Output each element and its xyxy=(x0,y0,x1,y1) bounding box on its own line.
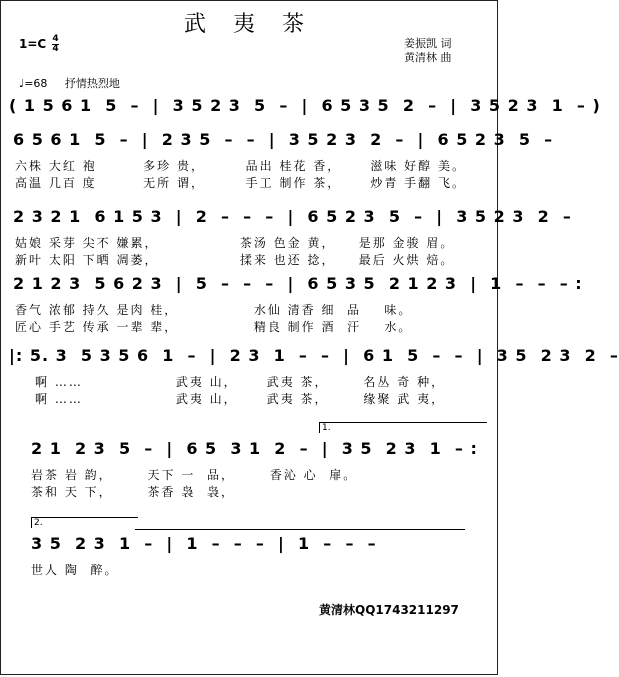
staff-system xyxy=(1,423,499,516)
staff-system xyxy=(1,127,554,207)
composer: 黄清林 曲 xyxy=(404,51,452,64)
volta-bracket-1: 1. xyxy=(319,422,487,433)
notes-line: |: 5. 3 5 3 5 6 1 – | 2 3 1 – – | 6 1 5 – – | 3 5 2 3 2 – xyxy=(9,346,619,365)
credits xyxy=(404,37,452,65)
lyrics-verse-2: 新叶 太阳 下晒 凋萎， 揉来 也还 捻， 最后 火烘 焙。 xyxy=(15,253,455,267)
tempo-marking xyxy=(19,75,120,91)
lyrics-verse-2: 高温 几百 度 无所 谓， 手工 制作 茶， 炒青 手翻 飞。 xyxy=(15,176,466,190)
notes-line: 6 5 6 1 5 – | 2 3 5 – – | 3 5 2 3 2 – | 6 5 2 3 5 – xyxy=(13,130,554,149)
tie-line xyxy=(135,529,465,530)
song-title: 武 夷 茶 xyxy=(184,12,314,37)
lyrics-verse-1: 香气 浓郁 持久 是肉 桂， 水仙 清香 细 品 味。 xyxy=(15,303,413,317)
key-signature: 1=C xyxy=(19,37,47,51)
arranger-signature: 黄清林QQ1743211297 xyxy=(319,603,459,617)
notes-line: 2 1 2 3 5 6 2 3 | 5 – – – | 6 5 3 5 2 1 2 3 | 1 – – – : xyxy=(13,274,583,293)
lyricist: 姜振凯 词 xyxy=(404,37,452,50)
notes-line: 2 1 2 3 5 – | 6 5 3 1 2 – | 3 5 2 3 1 – : xyxy=(31,439,478,458)
staff-system xyxy=(1,518,499,611)
meter-top: 4 xyxy=(52,34,59,44)
lyrics-verse-1: 姑娘 采芽 尖不 嫌累， 茶汤 色金 黄， 是那 金骏 眉。 xyxy=(15,236,455,250)
notes-line: 2 3 2 1 6 1 5 3 | 2 – – – | 6 5 2 3 5 – | 3 5 2 3 2 – xyxy=(13,207,572,226)
time-signature xyxy=(52,35,59,54)
lyrics-verse-2: 啊 …… 武夷 山， 武夷 茶， 缘聚 武 夷， xyxy=(35,392,446,406)
meter-bottom: 4 xyxy=(52,44,59,54)
staff-system xyxy=(1,271,583,351)
tempo-value: ♩=68 xyxy=(19,77,48,90)
lyrics-verse-2: 匠心 手艺 传承 一辈 辈， 精良 制作 酒 汗 水。 xyxy=(15,320,413,334)
lyrics-verse-1: 六株 大红 袍 多珍 贵， 品出 桂花 香， 滋味 好醇 美。 xyxy=(15,159,466,173)
expression-mark: 抒情热烈地 xyxy=(64,77,120,90)
staff-system xyxy=(1,343,619,423)
notes-line: ( 1 5 6 1 5 – | 3 5 2 3 5 – | 6 5 3 5 2 – | 3 5 2 3 1 – ) xyxy=(9,96,601,115)
lyrics-verse-2: 茶和 天 下， 茶香 袅 袅， xyxy=(31,485,235,499)
volta-bracket-2: 2. xyxy=(31,517,138,528)
lyrics-verse-1: 世人 陶 醉。 xyxy=(31,563,119,577)
lyrics-verse-1: 啊 …… 武夷 山， 武夷 茶， 名丛 奇 种， xyxy=(35,375,446,389)
lyrics-verse-1: 岩茶 岩 韵， 天下 一 品， 香沁 心 扉。 xyxy=(31,468,358,482)
notes-line: 3 5 2 3 1 – | 1 – – – | 1 – – – xyxy=(31,534,377,553)
